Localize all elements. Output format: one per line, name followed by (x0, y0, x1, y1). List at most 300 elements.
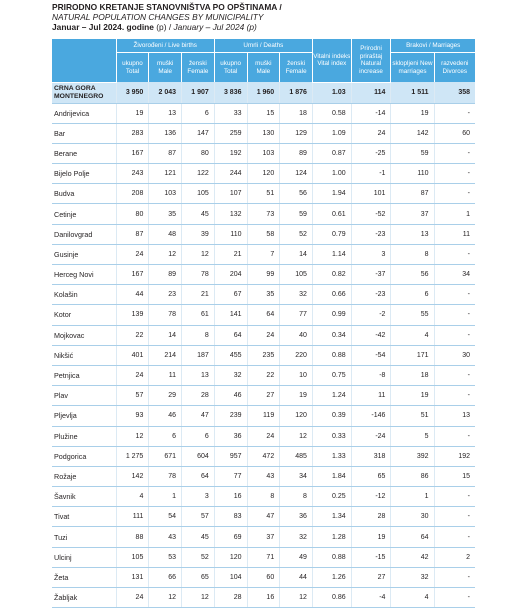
table-cell: 60 (434, 123, 475, 143)
table-cell: 103 (149, 184, 182, 204)
municipality-name: Žeta (52, 567, 116, 587)
table-cell: -146 (351, 406, 391, 426)
table-cell: 2 (434, 547, 475, 567)
table-cell: 37 (247, 527, 280, 547)
table-row (52, 386, 475, 406)
deaths-male-header: muški Male (247, 53, 280, 83)
table-cell: 30 (391, 507, 434, 527)
table-cell: 45 (182, 204, 215, 224)
table-row (52, 567, 475, 587)
table-cell: 54 (149, 507, 182, 527)
table-cell: 7 (247, 244, 280, 264)
table-row (52, 406, 475, 426)
municipality-name: Kotor (52, 305, 116, 325)
table-cell: 192 (214, 143, 247, 163)
table-row (52, 285, 475, 305)
table-cell: 44 (116, 285, 149, 305)
table-cell: 35 (149, 204, 182, 224)
table-cell: 12 (116, 426, 149, 446)
table-row (52, 426, 475, 446)
total-cell: 1 511 (391, 82, 434, 103)
table-row (52, 345, 475, 365)
table-cell: - (434, 507, 475, 527)
table-cell: - (434, 426, 475, 446)
table-cell: 604 (182, 446, 215, 466)
municipality-name: Tivat (52, 507, 116, 527)
municipality-name: Mojkovac (52, 325, 116, 345)
table-cell: 235 (247, 345, 280, 365)
table-cell: 12 (149, 244, 182, 264)
table-cell: 119 (247, 406, 280, 426)
table-cell: - (434, 588, 475, 608)
table-cell: 77 (280, 305, 313, 325)
table-cell: - (434, 164, 475, 184)
table-cell: 18 (280, 103, 313, 123)
table-cell: 32 (214, 365, 247, 385)
table-cell: 42 (391, 547, 434, 567)
table-cell: - (434, 285, 475, 305)
table-cell: 46 (214, 386, 247, 406)
table-row (52, 224, 475, 244)
table-cell: 46 (149, 406, 182, 426)
table-cell: 53 (149, 547, 182, 567)
table-cell: 0.58 (312, 103, 351, 123)
table-cell: 6 (149, 426, 182, 446)
deaths-total-header: ukupno Total (214, 53, 247, 83)
table-row (52, 244, 475, 264)
table-cell: 105 (280, 265, 313, 285)
table-cell: 89 (280, 143, 313, 163)
births-male-header: muški Male (149, 53, 182, 83)
table-cell: 28 (351, 507, 391, 527)
table-cell: 120 (280, 406, 313, 426)
total-cell: 2 043 (149, 82, 182, 103)
table-cell: 0.75 (312, 365, 351, 385)
table-cell: 0.88 (312, 345, 351, 365)
table-body (52, 82, 475, 608)
table-cell: - (434, 143, 475, 163)
table-cell: 24 (116, 244, 149, 264)
table-cell: 455 (214, 345, 247, 365)
table-cell: 99 (247, 265, 280, 285)
table-cell: 6 (391, 285, 434, 305)
table-cell: 167 (116, 265, 149, 285)
table-cell: 67 (214, 285, 247, 305)
table-cell: 73 (247, 204, 280, 224)
table-cell: 57 (116, 386, 149, 406)
table-cell: 0.39 (312, 406, 351, 426)
table-cell: 19 (116, 103, 149, 123)
table-cell: 64 (182, 466, 215, 486)
table-row (52, 588, 475, 608)
table-cell: 59 (391, 143, 434, 163)
table-cell: 8 (247, 487, 280, 507)
period-suffix: (p) / (153, 22, 174, 32)
table-cell: 56 (280, 184, 313, 204)
table-cell: -8 (351, 365, 391, 385)
table-cell: - (434, 386, 475, 406)
table-cell: 1 (391, 487, 434, 507)
table-cell: 40 (280, 325, 313, 345)
municipality-name: Herceg Novi (52, 265, 116, 285)
table-cell: 6 (182, 103, 215, 123)
natural-increase-header: Prirodni priraštaj Natural increase (351, 39, 391, 82)
table-cell: 472 (247, 446, 280, 466)
table-cell: 16 (247, 588, 280, 608)
table-cell: 22 (116, 325, 149, 345)
table-cell: 88 (116, 527, 149, 547)
table-cell: 89 (149, 265, 182, 285)
table-row (52, 184, 475, 204)
table-cell: 65 (182, 567, 215, 587)
table-cell: 167 (116, 143, 149, 163)
table-cell: 14 (149, 325, 182, 345)
table-cell: 283 (116, 123, 149, 143)
table-cell: -54 (351, 345, 391, 365)
table-cell: 34 (434, 265, 475, 285)
table-cell: 1.28 (312, 527, 351, 547)
new-marriages-header: sklopljeni New marriages (391, 53, 434, 83)
table-cell: 8 (280, 487, 313, 507)
table-cell: 64 (214, 325, 247, 345)
table-cell: 57 (182, 507, 215, 527)
table-cell: 11 (351, 386, 391, 406)
table-cell: -14 (351, 103, 391, 123)
table-cell: 0.61 (312, 204, 351, 224)
table-cell: 142 (116, 466, 149, 486)
table-cell: 1.33 (312, 446, 351, 466)
table-cell: 83 (214, 507, 247, 527)
table-row (52, 103, 475, 123)
table-cell: 485 (280, 446, 313, 466)
table-cell: 139 (116, 305, 149, 325)
table-cell: 120 (247, 164, 280, 184)
table-cell: 19 (280, 386, 313, 406)
table-row (52, 487, 475, 507)
table-cell: 64 (247, 305, 280, 325)
table-cell: 80 (182, 143, 215, 163)
table-cell: 1.14 (312, 244, 351, 264)
table-cell: 1.00 (312, 164, 351, 184)
table-cell: 24 (116, 588, 149, 608)
total-cell: 1 960 (247, 82, 280, 103)
table-cell: 104 (214, 567, 247, 587)
table-cell: 0.33 (312, 426, 351, 446)
table-cell: 0.82 (312, 265, 351, 285)
table-cell: 1.34 (312, 507, 351, 527)
deaths-header: Umrli / Deaths (214, 39, 312, 53)
total-cell: 1 876 (280, 82, 313, 103)
table-row (52, 446, 475, 466)
table-cell: 3 (351, 244, 391, 264)
table-cell: 87 (149, 143, 182, 163)
table-cell: 66 (149, 567, 182, 587)
table-cell: 59 (280, 204, 313, 224)
table-cell: 318 (351, 446, 391, 466)
municipality-name: Berane (52, 143, 116, 163)
table-cell: 1 275 (116, 446, 149, 466)
municipality-name: Plužine (52, 426, 116, 446)
municipality-name: Rožaje (52, 466, 116, 486)
table-row (52, 466, 475, 486)
table-cell: 16 (214, 487, 247, 507)
table-cell: 1.24 (312, 386, 351, 406)
table-cell: 101 (351, 184, 391, 204)
table-cell: 78 (182, 265, 215, 285)
total-row (52, 82, 475, 103)
table-cell: 32 (280, 527, 313, 547)
municipality-name: Andrijevica (52, 103, 116, 123)
table-cell: - (434, 305, 475, 325)
table-cell: - (434, 487, 475, 507)
table-cell: 1.84 (312, 466, 351, 486)
table-cell: 28 (214, 588, 247, 608)
table-cell: 43 (247, 466, 280, 486)
table-cell: 80 (116, 204, 149, 224)
municipality-name: Plav (52, 386, 116, 406)
table-cell: 132 (214, 204, 247, 224)
table-cell: 60 (247, 567, 280, 587)
table-cell: 110 (391, 164, 434, 184)
table-cell: 21 (182, 285, 215, 305)
table-cell: 142 (391, 123, 434, 143)
deaths-female-header: ženski Female (280, 53, 313, 83)
table-cell: 12 (280, 588, 313, 608)
table-cell: 8 (391, 244, 434, 264)
table-cell: 107 (214, 184, 247, 204)
period-line (52, 22, 282, 32)
total-cell: 3 950 (116, 82, 149, 103)
table-cell: 171 (391, 345, 434, 365)
table-cell: 15 (247, 103, 280, 123)
table-cell: 21 (214, 244, 247, 264)
table-cell: -1 (351, 164, 391, 184)
table-cell: 4 (116, 487, 149, 507)
table-cell: -37 (351, 265, 391, 285)
table-cell: 136 (149, 123, 182, 143)
table-cell: 44 (280, 567, 313, 587)
table-cell: 14 (280, 244, 313, 264)
table-row (52, 204, 475, 224)
table-cell: -2 (351, 305, 391, 325)
table-cell: 120 (214, 547, 247, 567)
table-cell: 65 (351, 466, 391, 486)
table-cell: 1 (434, 204, 475, 224)
total-cell: 1.03 (312, 82, 351, 103)
period-label: Januar – Jul 2024. godine (52, 22, 154, 32)
table-cell: 27 (247, 386, 280, 406)
table-cell: 957 (214, 446, 247, 466)
marriages-header: Brakovi / Marriages (391, 39, 475, 53)
table-cell: 28 (182, 386, 215, 406)
table-row (52, 325, 475, 345)
municipality-name: Danilovgrad (52, 224, 116, 244)
table-row (52, 164, 475, 184)
table-cell: 259 (214, 123, 247, 143)
table-cell: 78 (149, 466, 182, 486)
table-cell: 11 (434, 224, 475, 244)
total-cell: 1 907 (182, 82, 215, 103)
table-row (52, 507, 475, 527)
table-cell: 1.26 (312, 567, 351, 587)
table-cell: 0.86 (312, 588, 351, 608)
municipality-name: Gusinje (52, 244, 116, 264)
total-cell: 114 (351, 82, 391, 103)
table-cell: 24 (247, 426, 280, 446)
table-cell: 121 (149, 164, 182, 184)
table-cell: 47 (182, 406, 215, 426)
table-row (52, 265, 475, 285)
table-cell: 36 (280, 507, 313, 527)
table-cell: 1.94 (312, 184, 351, 204)
municipality-name: Pljevlja (52, 406, 116, 426)
table-cell: 5 (391, 426, 434, 446)
table-cell: - (434, 103, 475, 123)
table-cell: 110 (214, 224, 247, 244)
table-cell: 13 (391, 224, 434, 244)
table-cell: 129 (280, 123, 313, 143)
total-cell: 358 (434, 82, 475, 103)
table-row (52, 547, 475, 567)
table-cell: 19 (391, 386, 434, 406)
table-cell: -23 (351, 285, 391, 305)
table-cell: 35 (247, 285, 280, 305)
table-cell: 86 (391, 466, 434, 486)
table-cell: 3 (182, 487, 215, 507)
table-cell: 0.88 (312, 547, 351, 567)
municipality-name: Budva (52, 184, 116, 204)
table-cell: 93 (116, 406, 149, 426)
table-row (52, 123, 475, 143)
table-cell: 13 (182, 365, 215, 385)
table-cell: 52 (280, 224, 313, 244)
table-row (52, 365, 475, 385)
table-cell: 78 (149, 305, 182, 325)
table-cell: 105 (182, 184, 215, 204)
table-cell: - (434, 527, 475, 547)
table-cell: 392 (391, 446, 434, 466)
table-cell: 124 (280, 164, 313, 184)
table-cell: - (434, 184, 475, 204)
table-cell: 0.25 (312, 487, 351, 507)
table-title-english: NATURAL POPULATION CHANGES BY MUNICIPALITY (52, 12, 264, 22)
table-cell: 36 (214, 426, 247, 446)
table-cell: 29 (149, 386, 182, 406)
table-cell: - (434, 567, 475, 587)
table-cell: 43 (149, 527, 182, 547)
table-cell: 77 (214, 466, 247, 486)
births-female-header: ženski Female (182, 53, 215, 83)
total-cell: 3 836 (214, 82, 247, 103)
table-cell: 4 (391, 588, 434, 608)
table-cell: 30 (434, 345, 475, 365)
table-cell: 141 (214, 305, 247, 325)
table-row (52, 143, 475, 163)
table-cell: 19 (391, 103, 434, 123)
live-births-header: Živorođeni / Live births (116, 39, 214, 53)
table-cell: -12 (351, 487, 391, 507)
table-title: PRIRODNO KRETANJE STANOVNIŠTVA PO OPŠTINAMA / (52, 2, 282, 12)
table-cell: 0.66 (312, 285, 351, 305)
table-cell: 71 (247, 547, 280, 567)
table-cell: 87 (391, 184, 434, 204)
table-cell: 23 (149, 285, 182, 305)
table-cell: -15 (351, 547, 391, 567)
table-cell: 0.34 (312, 325, 351, 345)
table-cell: 32 (391, 567, 434, 587)
table-cell: 105 (116, 547, 149, 567)
table-row (52, 305, 475, 325)
population-changes-table (52, 39, 475, 608)
table-cell: 12 (182, 588, 215, 608)
table-cell: 87 (116, 224, 149, 244)
table-cell: -42 (351, 325, 391, 345)
table-cell: 22 (247, 365, 280, 385)
table-cell: 187 (182, 345, 215, 365)
municipality-name: Šavnik (52, 487, 116, 507)
table-cell: -52 (351, 204, 391, 224)
municipality-name: Žabljak (52, 588, 116, 608)
table-cell: 13 (149, 103, 182, 123)
table-cell: - (434, 244, 475, 264)
table-cell: 130 (247, 123, 280, 143)
municipality-name: Nikšić (52, 345, 116, 365)
births-total-header: ukupno Total (116, 53, 149, 83)
table-cell: 192 (434, 446, 475, 466)
table-cell: 204 (214, 265, 247, 285)
table-cell: 239 (214, 406, 247, 426)
table-cell: 0.87 (312, 143, 351, 163)
table-cell: 111 (116, 507, 149, 527)
municipality-name: Tuzi (52, 527, 116, 547)
total-row-label: CRNA GORA MONTENEGRO (52, 82, 116, 103)
table-cell: 244 (214, 164, 247, 184)
table-cell: 131 (116, 567, 149, 587)
table-cell: 12 (149, 588, 182, 608)
table-cell: 12 (280, 426, 313, 446)
table-cell: 220 (280, 345, 313, 365)
table-cell: -4 (351, 588, 391, 608)
table-cell: 103 (247, 143, 280, 163)
municipality-name: Petnjica (52, 365, 116, 385)
table-cell: - (434, 365, 475, 385)
table-cell: 27 (351, 567, 391, 587)
table-cell: 69 (214, 527, 247, 547)
table-cell: 11 (149, 365, 182, 385)
table-title-block (52, 2, 282, 32)
table-cell: 13 (434, 406, 475, 426)
table-cell: -23 (351, 224, 391, 244)
municipality-name: Cetinje (52, 204, 116, 224)
table-cell: 61 (182, 305, 215, 325)
table-cell: 58 (247, 224, 280, 244)
table-cell: 56 (391, 265, 434, 285)
table-cell: 39 (182, 224, 215, 244)
municipality-name: Bijelo Polje (52, 164, 116, 184)
table-cell: 147 (182, 123, 215, 143)
municipality-header (52, 39, 116, 82)
table-cell: 49 (280, 547, 313, 567)
table-cell: 214 (149, 345, 182, 365)
table-cell: 19 (351, 527, 391, 547)
table-cell: 64 (391, 527, 434, 547)
divorces-header: razvedeni Divorces (434, 53, 475, 83)
table-cell: 52 (182, 547, 215, 567)
table-cell: 671 (149, 446, 182, 466)
table-cell: 34 (280, 466, 313, 486)
table-cell: 0.99 (312, 305, 351, 325)
table-cell: 401 (116, 345, 149, 365)
